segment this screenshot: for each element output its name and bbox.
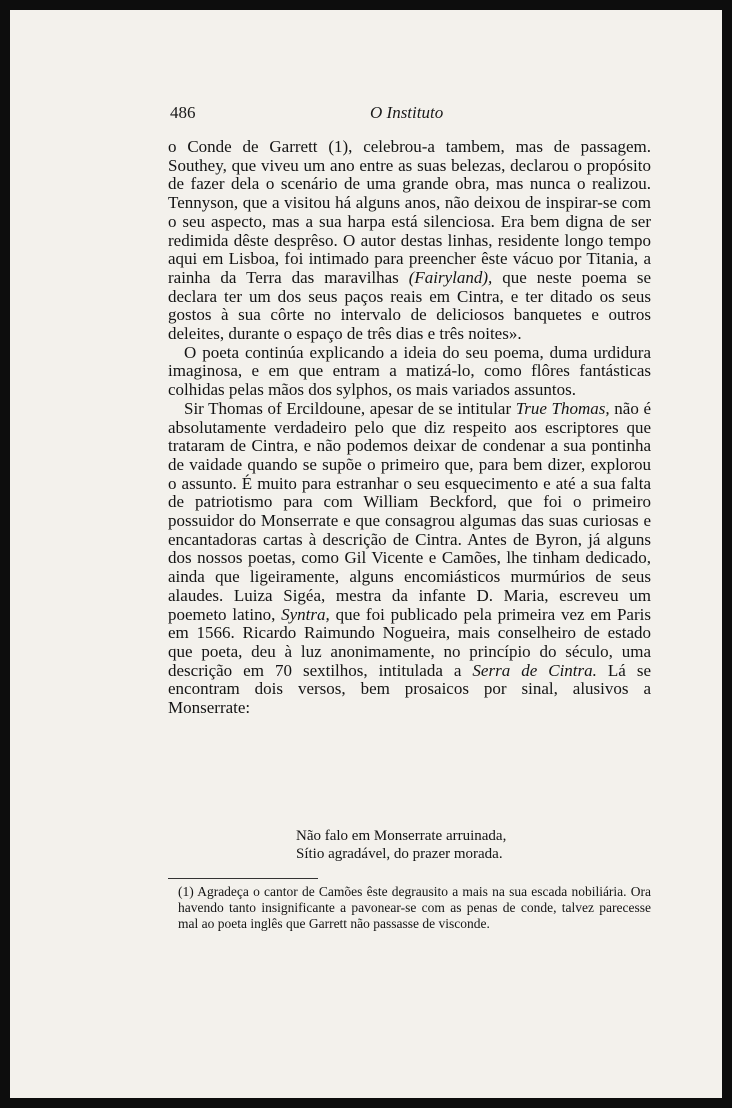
book-page: [10, 10, 722, 1098]
paragraph-3-part-d: Lá se encontram dois versos, bem prosaicos por sinal, alusivos a Monserrate:: [168, 660, 652, 718]
paragraph-3-part-b: não é absolutamente verdadeiro pelo que diz respeito aos escriptores que trataram de Cintra, e não podemos deixar de condenar a sua pontinha de vaidade quando se supõe o primeiro que, para bem dizer, explorou o assunto. É muito para estranhar o seu esquecimento e até a sua falta de patriotismo para com William Beckford, que foi o primeiro possuidor do Monserrate e que consagrou algumas das suas curiosas e encantadoras cartas à descrição de Cintra. Antes de Byron, já alguns dos nossos poetas, como Gil Vicente e Camões, lhe tinham dedicado, ainda que ligeiramente, alguns encomiásticos murmúrios de seus alaudes. Luiza Sigéa, mestra da infante D. Maria, escreveu um poemeto latino,: [168, 398, 651, 624]
footnote: [178, 884, 651, 933]
paragraph-1-text: o Conde de Garrett (1), celebrou-a tambem, mas de passagem. Southey, que viveu um ano entre as suas belezas, declarou o propósito de fazer dela o scenário de uma grande obra, mas nunca o realizou. Tennyson, que a visitou há alguns anos, não deixou de inspirar-se com o seu aspecto, mas a sua harpa está silenciosa. Era bem digna de ser redimida dêste desprêso. O autor destas linhas, residente longo tempo aqui em Lisboa, foi intimado para preencher êste vácuo por Titania, a rainha da Terra das maravilhas: [168, 137, 651, 287]
paragraph-3-italic-syntra: Syntra,: [281, 604, 330, 624]
page-number: 486: [170, 103, 196, 122]
paragraph-3: [168, 400, 651, 718]
footnote-text: (1) Agradeça o cantor de Camões êste degrausito a mais na sua escada nobiliária. Ora havendo tanto insignificante a pavonear-se com as penas de conde, talvez parecesse mal ao poeta inglês que Garrett não passasse de visconde.: [178, 884, 651, 932]
paragraph-3-part-c: que foi publicado pela primeira vez em Paris em 1566. Ricardo Raimundo Nogueira, mais conselheiro de estado que poeta, deu à luz anonimamente, no princípio do século, uma descrição em 70 sextilhos, intitulada a: [168, 604, 651, 680]
paragraph-1-italic: (Fairyland),: [408, 267, 493, 287]
paragraph-1-end: que neste poema se declara ter um dos seus paços reais em Cintra, e ter ditado os seus gostos à sua côrte no intervalo de deliciosos banquetes e outros deleites, durante o espaço de três dias e três noites».: [168, 267, 651, 344]
paragraph-2: O poeta continúa explicando a ideia do seu poema, duma urdidura imaginosa, e em que entram a matizá-lo, como flôres fantásticas colhidas pelas mãos dos sylphos, os mais variados assuntos.: [168, 342, 651, 400]
paragraph-3-italic-true-thomas: True Thomas,: [515, 398, 610, 418]
paragraph-1: [168, 138, 651, 344]
verse-line-2: Sítio agradável, do prazer morada.: [296, 845, 503, 862]
verse-quote: [296, 828, 596, 863]
main-text: [168, 138, 651, 718]
verse-line-1: Não falo em Monserrate arruinada,: [296, 828, 507, 844]
paragraph-3-italic-serra: Serra de Cintra.: [472, 660, 597, 680]
footnote-divider: [168, 878, 318, 879]
paragraph-3-part-a: Sir Thomas of Ercildoune, apesar de se intitular: [184, 398, 516, 418]
running-title: O Instituto: [370, 103, 444, 122]
